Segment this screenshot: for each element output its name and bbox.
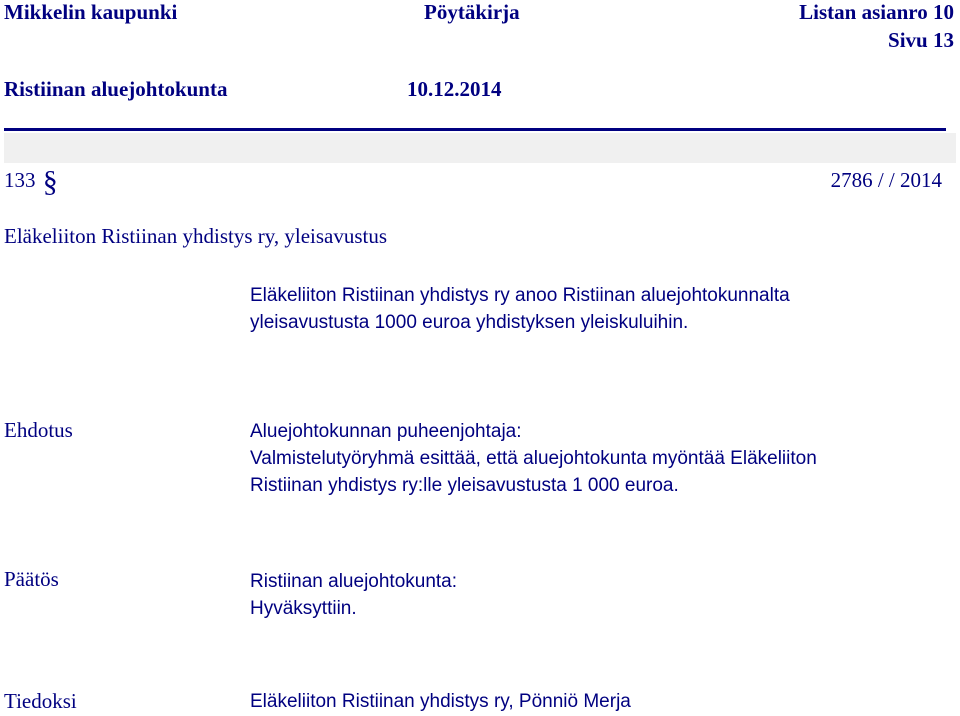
- organization-name: Mikkelin kaupunki: [4, 0, 178, 24]
- notice-text: Eläkeliiton Ristiinan yhdistys ry, Pönniö Merja: [250, 691, 631, 712]
- proposal-text: [250, 418, 817, 499]
- intro-line: Eläkeliiton Ristiinan yhdistys ry anoo Ristiinan aluejohtokunnalta: [250, 285, 790, 306]
- document-type: Pöytäkirja: [424, 0, 520, 24]
- section-sign-icon: §: [42, 165, 58, 199]
- decision-label: Päätös: [4, 567, 59, 591]
- case-id: 2786 / / 2014: [830, 168, 942, 192]
- decision-line: Ristiinan aluejohtokunta:: [250, 571, 458, 592]
- proposal-line: Valmistelutyöryhmä esittää, että aluejohtokunta myöntää Eläkeliiton: [250, 448, 817, 469]
- section-number-line: [4, 165, 58, 199]
- intro-paragraph: [250, 282, 790, 336]
- list-item-number: Listan asianro 10: [799, 0, 954, 24]
- header-band: [4, 133, 956, 163]
- decision-line: Hyväksyttiin.: [250, 598, 357, 619]
- intro-line: yleisavustusta 1000 euroa yhdistyksen yleiskuluihin.: [250, 312, 689, 333]
- section-title: Eläkeliiton Ristiinan yhdistys ry, yleisavustus: [4, 224, 388, 248]
- proposal-line: Aluejohtokunnan puheenjohtaja:: [250, 421, 522, 442]
- proposal-line: Ristiinan yhdistys ry:lle yleisavustusta 1 000 euroa.: [250, 475, 679, 496]
- header-divider: [4, 128, 946, 131]
- notice-label: Tiedoksi: [4, 689, 77, 713]
- proposal-label: Ehdotus: [4, 418, 73, 442]
- meeting-date: 10.12.2014: [407, 77, 502, 101]
- section-number: 133: [4, 168, 36, 192]
- governing-body: Ristiinan aluejohtokunta: [4, 77, 228, 101]
- page-number: Sivu 13: [888, 28, 954, 52]
- decision-text: [250, 568, 457, 622]
